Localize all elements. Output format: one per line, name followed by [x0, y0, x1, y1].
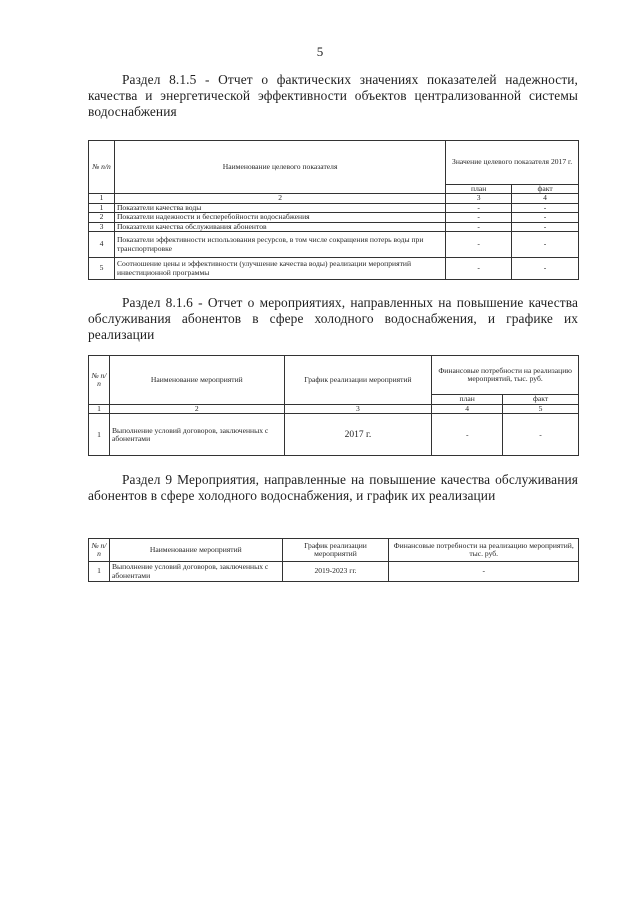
- col-number: 4: [432, 405, 503, 414]
- row-plan: -: [432, 414, 503, 456]
- row-schedule: 2019-2023 гг.: [282, 562, 389, 582]
- col-number: 2: [114, 194, 445, 203]
- row-num: 2: [89, 213, 115, 222]
- indicators-table: [88, 140, 579, 280]
- col-number: 4: [512, 194, 579, 203]
- row-num: 1: [89, 203, 115, 212]
- row-fact: -: [512, 213, 579, 222]
- header-schedule: График реализации мероприятий: [284, 356, 432, 405]
- row-num: 4: [89, 232, 115, 258]
- row-finance: -: [389, 562, 579, 582]
- header-finance: Финансовые потребности на реализацию мероприятий, тыс. руб.: [432, 356, 579, 395]
- row-name: Выполнение условий договоров, заключенных с абонентами: [109, 562, 282, 582]
- header-fact: факт: [503, 395, 579, 405]
- row-plan: -: [446, 258, 512, 280]
- row-num: 3: [89, 222, 115, 231]
- col-number: 3: [446, 194, 512, 203]
- column-number-row: [89, 405, 579, 414]
- row-num: 1: [89, 414, 110, 456]
- section-9-heading: Раздел 9 Мероприятия, направленные на повышение качества обслуживания абонентов в сфере холодного водоснабжения, и график их реализации: [88, 472, 578, 503]
- table-row: [89, 222, 579, 231]
- row-fact: -: [512, 203, 579, 212]
- row-plan: -: [446, 203, 512, 212]
- row-plan: -: [446, 222, 512, 231]
- row-plan: -: [446, 232, 512, 258]
- col-number: 1: [89, 405, 110, 414]
- col-number: 5: [503, 405, 579, 414]
- measures-report-table: [88, 355, 579, 456]
- header-num: № п/п: [89, 141, 115, 194]
- table-row: [89, 414, 579, 456]
- row-name: Показатели надежности и бесперебойности водоснабжения: [114, 213, 445, 222]
- section-8-1-6-heading: Раздел 8.1.6 - Отчет о мероприятиях, направленных на повышение качества обслуживания абонентов в сфере холодного водоснабжения, и графике их реализации: [88, 295, 578, 342]
- row-num: 5: [89, 258, 115, 280]
- row-name: Соотношение цены и эффективности (улучшение качества воды) реализации мероприятий инвестиционной программы: [114, 258, 445, 280]
- table-row: [89, 562, 579, 582]
- column-number-row: [89, 194, 579, 203]
- col-number: 2: [109, 405, 284, 414]
- row-fact: -: [512, 232, 579, 258]
- measures-plan-table: [88, 538, 579, 582]
- row-num: 1: [89, 562, 110, 582]
- col-number: 1: [89, 194, 115, 203]
- header-fact: факт: [512, 185, 579, 194]
- row-fact: -: [512, 258, 579, 280]
- header-measure-name: Наименование мероприятий: [109, 539, 282, 562]
- section-8-1-5-heading: Раздел 8.1.5 - Отчет о фактических значениях показателей надежности, качества и энергетической эффективности объектов централизованной системы водоснабжения: [88, 72, 578, 119]
- page-number: 5: [316, 44, 324, 59]
- row-plan: -: [446, 213, 512, 222]
- row-fact: -: [503, 414, 579, 456]
- table-row: [89, 258, 579, 280]
- row-schedule: 2017 г.: [284, 414, 432, 456]
- table-row: [89, 232, 579, 258]
- header-num: № п/п: [89, 356, 110, 405]
- table-row: [89, 213, 579, 222]
- col-number: 3: [284, 405, 432, 414]
- header-plan: план: [446, 185, 512, 194]
- row-fact: -: [512, 222, 579, 231]
- header-finance: Финансовые потребности на реализацию мероприятий, тыс. руб.: [389, 539, 579, 562]
- header-measure-name: Наименование мероприятий: [109, 356, 284, 405]
- header-schedule: График реализации мероприятий: [282, 539, 389, 562]
- header-target-value: Значение целевого показателя 2017 г.: [446, 141, 579, 185]
- row-name: Показатели эффективности использования ресурсов, в том числе сокращения потерь воды при транспортировке: [114, 232, 445, 258]
- row-name: Показатели качества воды: [114, 203, 445, 212]
- header-plan: план: [432, 395, 503, 405]
- row-name: Выполнение условий договоров, заключенных с абонентами: [109, 414, 284, 456]
- header-num: № п/п: [89, 539, 110, 562]
- row-name: Показатели качества обслуживания абонентов: [114, 222, 445, 231]
- header-indicator-name: Наименование целевого показателя: [114, 141, 445, 194]
